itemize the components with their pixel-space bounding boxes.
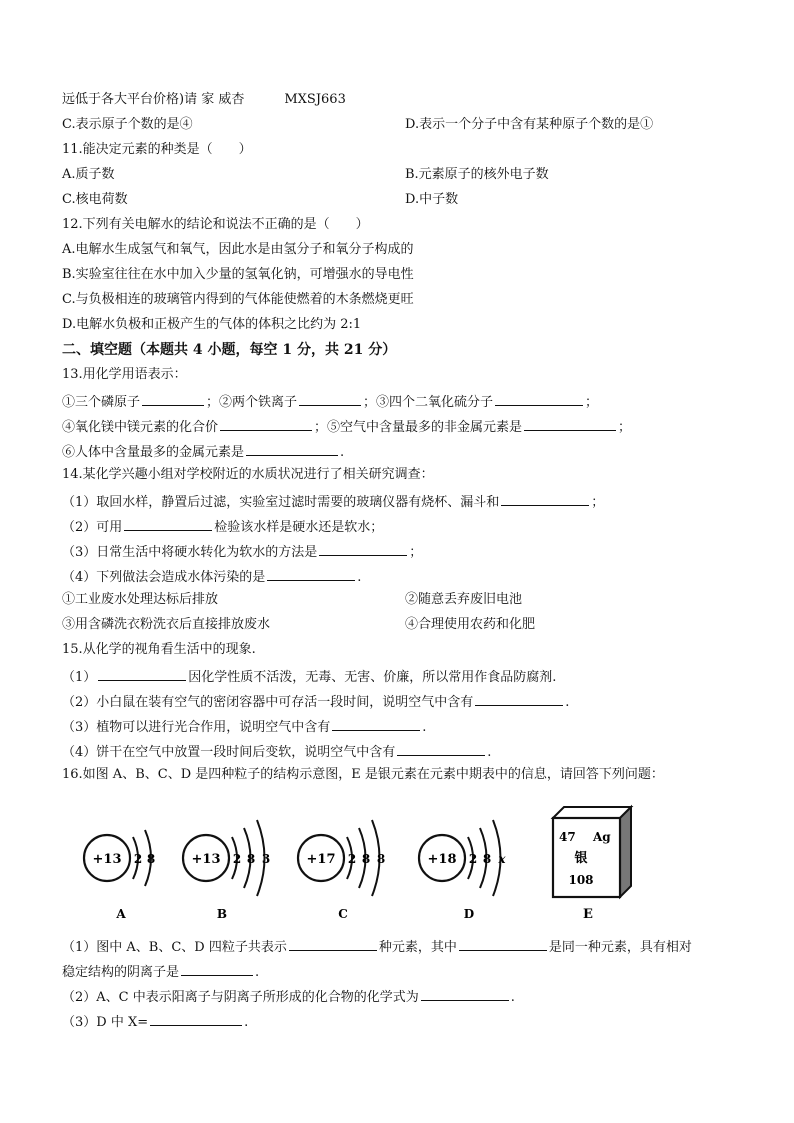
atom-C-nucleus: +17 [306,852,336,867]
answer-blank[interactable] [397,741,485,756]
atom-C-label: C [338,907,348,921]
q14-stem: 14.某化学兴趣小组对学校附近的水质状况进行了相关研究调查： [62,467,434,482]
q14-sub4: （4）下列做法会造成水体污染的是 . [62,566,361,587]
atom-D-label: D [463,907,475,921]
atom-A-label: A [116,907,126,921]
answer-blank[interactable] [495,391,583,406]
q12-option-d: D.电解水负极和正极产生的气体的体积之比约为 2:1 [62,317,362,332]
q15-sub2: （2）小白鼠在装有空气的密闭容器中可存活一段时间，说明空气中含有 . [62,691,569,712]
atom-B-shell-1: 2 [232,852,242,866]
atom-B-shell-3: 3 [261,852,271,866]
answer-blank[interactable] [319,541,407,556]
answer-blank[interactable] [289,936,377,951]
q13-line3: ⑥人体中含量最多的金属元素是 . [62,441,344,462]
element-mass: 108 [568,873,594,887]
q11-options-cd: C.核电荷数 D.中子数 [62,192,459,207]
answer-blank[interactable] [421,986,509,1001]
q15-sub4: （4）饼干在空气中放置一段时间后变软，说明空气中含有 . [62,741,491,762]
q12-option-b: B.实验室往往在水中加入少量的氢氧化钠，可增强水的导电性 [62,267,414,282]
header-line: 远低于各大平台价格)请 家 威杏 MXSJ663 [62,92,346,107]
q13-line2: ④氧化镁中镁元素的化合价 ；⑤空气中含量最多的非金属元素是 ； [62,416,631,437]
q14-options-34: ③用含磷洗衣粉洗衣后直接排放废水 ④合理使用农药和化肥 [62,617,536,632]
q12-stem: 12.下列有关电解水的结论和说法不正确的是（ ） [62,217,369,232]
atom-C-shell-3: 8 [376,852,386,866]
q11-stem: 11.能决定元素的种类是（ ） [62,142,252,157]
atom-C-shell-1: 2 [347,852,357,866]
answer-blank[interactable] [124,516,212,531]
section-title: 二、填空题（本题共 4 小题，每空 1 分，共 21 分） [62,342,397,358]
atom-D [419,820,506,921]
element-symbol: Ag [593,830,611,844]
q13-line1: ①三个磷原子 ；②两个铁离子 ；③四个二氧化硫分子 ； [62,391,598,412]
q14-sub1: （1）取回水样，静置后过滤，实验室过滤时需要的玻璃仪器有烧杯、漏斗和 ； [62,491,604,512]
q15-sub3: （3）植物可以进行光合作用，说明空气中含有 . [62,716,426,737]
atom-A-shell-2: 8 [146,852,156,866]
answer-blank[interactable] [459,936,547,951]
q16-sub1-line2: 稳定结构的阴离子是 . [62,961,259,982]
atom-C [298,820,385,921]
answer-blank[interactable] [142,391,204,406]
element-tile-silver [553,807,631,922]
atom-B-shell-2: 8 [246,852,256,866]
q15-stem: 15.从化学的视角看生活中的现象. [62,642,256,657]
answer-blank[interactable] [299,391,361,406]
answer-blank[interactable] [501,491,589,506]
q14-sub2: （2）可用 检验该水样是硬水还是软水； [62,516,383,537]
atom-A-nucleus: +13 [92,852,122,867]
atom-D-shell-2: 8 [482,852,492,866]
atom-D-nucleus: +18 [427,852,457,867]
atom-A [84,830,155,921]
answer-blank[interactable] [332,716,420,731]
atom-B [183,820,270,921]
answer-blank[interactable] [524,416,616,431]
q12-option-c: C.与负极相连的玻璃管内得到的气体能使燃着的木条燃烧更旺 [62,292,414,307]
answer-blank[interactable] [246,441,338,456]
answer-blank[interactable] [181,961,253,976]
answer-blank[interactable] [150,1011,242,1026]
atom-B-label: B [216,907,228,921]
atom-D-shell-1: 2 [468,852,478,866]
element-atomic-number: 47 [559,830,576,844]
element-label: E [583,907,593,922]
answer-blank[interactable] [267,566,355,581]
q12-option-a: A.电解水生成氢气和氧气，因此水是由氢分子和氧分子构成的 [62,242,414,257]
q14-sub3: （3）日常生活中将硬水转化为软水的方法是 ； [62,541,422,562]
q13-stem: 13.用化学用语表示： [62,367,187,382]
q16-stem: 16.如图 A、B、C、D 是四种粒子的结构示意图，E 是银元素在元素中期表中的信息，请回答下列问题： [62,767,664,782]
q11-options-ab: A.质子数 B.元素原子的核外电子数 [62,167,549,182]
atom-structure-diagram [0,790,794,930]
q15-sub1: （1） 因化学性质不活泼，无毒、无害、价廉，所以常用作食品防腐剂. [62,666,556,687]
atom-A-shell-1: 2 [133,852,143,866]
q16-sub3: （3）D 中 X= . [62,1011,248,1032]
doc-code: MXSJ663 [284,92,346,107]
element-name: 银 [574,851,588,866]
answer-blank[interactable] [220,416,312,431]
atom-D-shell-3: x [498,852,506,866]
atom-B-nucleus: +13 [191,852,221,867]
answer-blank[interactable] [475,691,563,706]
q10-options: C.表示原子个数的是④ D.表示一个分子中含有某种原子个数的是① [62,117,654,132]
atom-C-shell-2: 8 [361,852,371,866]
q16-sub2: （2）A、C 中表示阳离子与阴离子所形成的化合物的化学式为 . [62,986,515,1007]
q16-sub1-line1: （1）图中 A、B、C、D 四粒子共表示 种元素，其中 是同一种元素，具有相对 [62,936,692,957]
answer-blank[interactable] [98,666,186,681]
q14-options-12: ①工业废水处理达标后排放 ②随意丢弃废旧电池 [62,592,523,607]
